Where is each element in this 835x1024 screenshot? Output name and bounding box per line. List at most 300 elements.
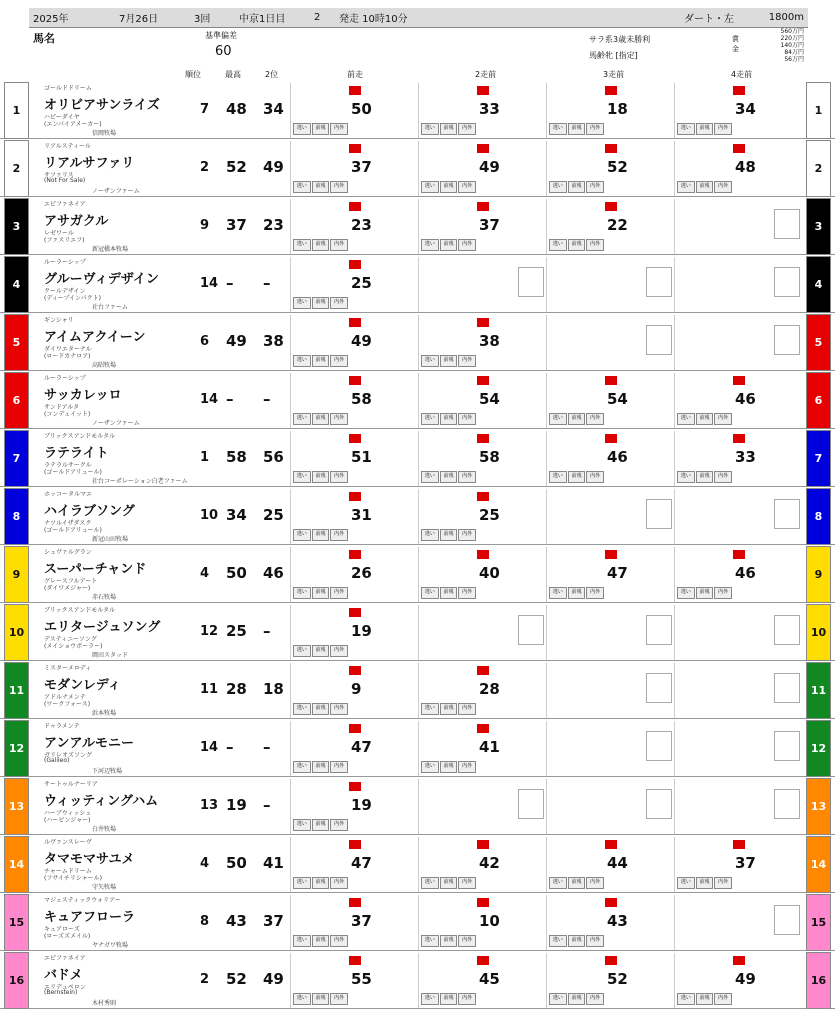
post-number-left: 11 — [4, 662, 29, 719]
sire: ルーラーシップ — [44, 375, 86, 382]
position-badge — [477, 318, 489, 327]
pace-tags — [549, 181, 604, 193]
position-badge — [733, 956, 745, 965]
pace-tag: 逃い — [549, 993, 567, 1005]
horse-name[interactable]: グルーヴィデザイン — [44, 272, 159, 287]
pace-tag: 逃い — [677, 993, 695, 1005]
prev-run-2[interactable] — [418, 141, 546, 196]
run-score: 47 — [351, 738, 372, 756]
horse-name[interactable]: サッカレッロ — [44, 388, 122, 403]
pace-tag: 内外 — [714, 587, 732, 599]
empty-run-grid — [646, 615, 672, 645]
horse-name[interactable]: エリタージュソング — [44, 620, 161, 635]
pace-tags — [677, 413, 732, 425]
post-number-right: 1 — [806, 82, 831, 139]
pace-tag: 逃い — [549, 587, 567, 599]
pace-tags — [293, 993, 348, 1005]
run-score: 40 — [479, 564, 500, 582]
col-prev2: 2走前 — [475, 70, 497, 79]
second-score: – — [263, 738, 271, 756]
prev-run-1[interactable] — [290, 605, 418, 660]
base-value: 60 — [215, 44, 232, 59]
horse-name[interactable]: ウィッティングハム — [44, 794, 159, 809]
breeder: 下河辺牧場 — [92, 768, 123, 775]
second-score: – — [263, 622, 271, 640]
pace-tags — [549, 239, 604, 251]
horse-row[interactable] — [0, 430, 835, 487]
post-number-left: 13 — [4, 778, 29, 835]
position-badge — [477, 434, 489, 443]
horse-name[interactable]: アサガクル — [44, 214, 109, 229]
run-score: 50 — [351, 100, 372, 118]
rank: 8 — [200, 914, 210, 929]
pace-tag: 逃い — [549, 181, 567, 193]
rank: 2 — [200, 972, 210, 987]
post-number-left: 9 — [4, 546, 29, 603]
pace-tag: 前残 — [440, 877, 458, 889]
prev-run-4[interactable] — [674, 373, 802, 428]
horse-row[interactable] — [0, 140, 835, 197]
prev-run-1[interactable] — [290, 199, 418, 254]
post-number-left: 10 — [4, 604, 29, 661]
position-badge — [349, 608, 361, 617]
best-score: 25 — [226, 622, 247, 640]
best-score: 43 — [226, 912, 247, 930]
second-score: 23 — [263, 216, 284, 234]
pace-tag: 前残 — [312, 297, 330, 309]
position-badge — [349, 724, 361, 733]
second-score: – — [263, 274, 271, 292]
horse-row[interactable] — [0, 372, 835, 429]
pace-tag: 前残 — [312, 529, 330, 541]
horse-row[interactable] — [0, 720, 835, 777]
post-number-right: 7 — [806, 430, 831, 487]
horse-row[interactable] — [0, 662, 835, 719]
empty-run-grid — [774, 325, 800, 355]
pace-tag: 前残 — [568, 123, 586, 135]
position-badge — [605, 376, 617, 385]
run-score: 46 — [607, 448, 628, 466]
pace-tags — [293, 529, 348, 541]
broodmare-sire: (ハービンジャー) — [44, 817, 91, 824]
rank: 4 — [200, 566, 210, 581]
best-score: 49 — [226, 332, 247, 350]
horse-row[interactable] — [0, 778, 835, 835]
run-score: 45 — [479, 970, 500, 988]
position-badge — [733, 840, 745, 849]
pace-tag: 前残 — [696, 877, 714, 889]
position-badge — [605, 956, 617, 965]
position-badge — [349, 550, 361, 559]
prev-run-3[interactable] — [546, 141, 674, 196]
horse-row[interactable] — [0, 546, 835, 603]
prev-run-4[interactable] — [674, 953, 802, 1008]
prev-run-1[interactable] — [290, 489, 418, 544]
sire: ルーラーシップ — [44, 259, 86, 266]
prev-run-3[interactable] — [546, 663, 674, 718]
run-score: 38 — [479, 332, 500, 350]
pace-tags — [293, 877, 348, 889]
horse-row[interactable] — [0, 836, 835, 893]
prev-run-4[interactable] — [674, 83, 802, 138]
prev-run-2[interactable] — [418, 895, 546, 950]
pace-tags — [421, 761, 476, 773]
prev-run-4[interactable] — [674, 605, 802, 660]
breeder: ヤナガワ牧場 — [92, 942, 128, 949]
pace-tag: 内外 — [714, 123, 732, 135]
prev-run-3[interactable] — [546, 199, 674, 254]
prev-run-4[interactable] — [674, 779, 802, 834]
prev-run-4[interactable] — [674, 431, 802, 486]
pace-tags — [421, 529, 476, 541]
prev-run-3[interactable] — [546, 779, 674, 834]
pace-tag: 前残 — [312, 355, 330, 367]
prev-run-1[interactable] — [290, 257, 418, 312]
horse-name[interactable]: タマモマサユメ — [44, 852, 135, 867]
col-prev3: 3走前 — [603, 70, 625, 79]
pace-tag: 前残 — [568, 993, 586, 1005]
prev-run-1[interactable] — [290, 141, 418, 196]
pace-tags — [677, 471, 732, 483]
position-badge — [477, 550, 489, 559]
pace-tag: 逃い — [549, 935, 567, 947]
broodmare-sire: (ゴールドアリュール) — [44, 527, 102, 534]
post-number-right: 6 — [806, 372, 831, 429]
second-score: 56 — [263, 448, 284, 466]
position-badge — [477, 724, 489, 733]
prev-run-1[interactable] — [290, 779, 418, 834]
breeder: ノーザンファーム — [92, 188, 140, 195]
position-badge — [349, 202, 361, 211]
pace-tag: 逃い — [293, 239, 311, 251]
post-number-right: 10 — [806, 604, 831, 661]
horse-name[interactable]: アイムアクイーン — [44, 330, 146, 345]
prev-run-1[interactable] — [290, 895, 418, 950]
prev-run-4[interactable] — [674, 141, 802, 196]
prev-run-4[interactable] — [674, 895, 802, 950]
pace-tag: 内外 — [586, 935, 604, 947]
distance: 1800m — [768, 12, 804, 23]
prev-run-3[interactable] — [546, 257, 674, 312]
column-header — [29, 66, 808, 82]
pace-tag: 逃い — [549, 877, 567, 889]
post-number-left: 2 — [4, 140, 29, 197]
pace-tag: 前残 — [312, 993, 330, 1005]
run-score: 47 — [351, 854, 372, 872]
sub-header — [29, 28, 808, 66]
prev-run-3[interactable] — [546, 721, 674, 776]
prev-run-2[interactable] — [418, 605, 546, 660]
prev-run-4[interactable] — [674, 547, 802, 602]
prev-run-1[interactable] — [290, 837, 418, 892]
pace-tag: 内外 — [330, 181, 348, 193]
run-score: 23 — [351, 216, 372, 234]
pace-tag: 前残 — [440, 993, 458, 1005]
pace-tags — [421, 181, 476, 193]
pace-tag: 前残 — [312, 761, 330, 773]
horse-name[interactable]: バドメ — [44, 968, 83, 983]
rank: 10 — [200, 508, 219, 523]
dam: サファリス — [44, 172, 74, 179]
prev-run-2[interactable] — [418, 721, 546, 776]
position-badge — [349, 492, 361, 501]
prev-run-2[interactable] — [418, 315, 546, 370]
position-badge — [349, 86, 361, 95]
prev-run-2[interactable] — [418, 837, 546, 892]
pace-tags — [549, 471, 604, 483]
pace-tags — [293, 471, 348, 483]
pace-tag: 前残 — [440, 355, 458, 367]
run-score: 37 — [479, 216, 500, 234]
run-score: 46 — [735, 390, 756, 408]
run-score: 41 — [479, 738, 500, 756]
run-score: 42 — [479, 854, 500, 872]
pace-tag: 逃い — [293, 993, 311, 1005]
prev-run-3[interactable] — [546, 315, 674, 370]
position-badge — [349, 840, 361, 849]
pace-tags — [677, 877, 732, 889]
prev-run-2[interactable] — [418, 779, 546, 834]
pace-tag: 内外 — [714, 413, 732, 425]
prev-run-3[interactable] — [546, 373, 674, 428]
pace-tag: 内外 — [458, 181, 476, 193]
breeder: 白井牧場 — [92, 826, 117, 833]
rank: 14 — [200, 740, 219, 755]
pace-tag: 前残 — [696, 181, 714, 193]
pace-tag: 前残 — [696, 413, 714, 425]
run-score: 58 — [351, 390, 372, 408]
run-score: 52 — [607, 158, 628, 176]
empty-run-grid — [774, 731, 800, 761]
horse-row[interactable] — [0, 488, 835, 545]
prev-run-3[interactable] — [546, 547, 674, 602]
position-badge — [349, 898, 361, 907]
horse-name[interactable]: キュアフローラ — [44, 910, 136, 925]
prev-run-2[interactable] — [418, 199, 546, 254]
prev-run-1[interactable] — [290, 663, 418, 718]
prev-run-1[interactable] — [290, 953, 418, 1008]
run-score: 51 — [351, 448, 372, 466]
best-score: – — [226, 274, 234, 292]
pace-tag: 逃い — [677, 587, 695, 599]
best-score: 52 — [226, 970, 247, 988]
pace-tag: 内外 — [586, 471, 604, 483]
run-score: 25 — [479, 506, 500, 524]
pace-tag: 逃い — [293, 123, 311, 135]
pace-tag: 前残 — [696, 471, 714, 483]
broodmare-sire: (ワークフォース) — [44, 701, 91, 708]
prev-run-3[interactable] — [546, 431, 674, 486]
prev-run-2[interactable] — [418, 83, 546, 138]
horse-row[interactable] — [0, 952, 835, 1009]
run-score: 31 — [351, 506, 372, 524]
horse-name[interactable]: アンアルモニー — [44, 736, 134, 751]
dam: ナツルイザダスク — [44, 520, 92, 527]
broodmare-sire: (ダイワメジャー) — [44, 585, 91, 592]
horse-name[interactable]: ハイラブソング — [44, 504, 135, 519]
pace-tag: 前残 — [440, 181, 458, 193]
empty-run-grid — [646, 731, 672, 761]
second-score: 41 — [263, 854, 284, 872]
position-badge — [605, 434, 617, 443]
run-score: 46 — [735, 564, 756, 582]
horse-name[interactable]: スーパーチャンド — [44, 562, 147, 577]
horse-row[interactable] — [0, 894, 835, 951]
sire: マジェスティックウォリアー — [44, 897, 121, 904]
post-number-left: 16 — [4, 952, 29, 1009]
empty-run-grid — [518, 789, 544, 819]
prev-run-2[interactable] — [418, 431, 546, 486]
best-score: 52 — [226, 158, 247, 176]
pace-tag: 逃い — [549, 471, 567, 483]
post-number-left: 1 — [4, 82, 29, 139]
sire: ギンシャリ — [44, 317, 74, 324]
pace-tag: 前残 — [440, 123, 458, 135]
post-number-left: 12 — [4, 720, 29, 777]
prev-run-2[interactable] — [418, 953, 546, 1008]
post-number-left: 6 — [4, 372, 29, 429]
empty-run-grid — [774, 615, 800, 645]
run-score: 22 — [607, 216, 628, 234]
pace-tag: 内外 — [330, 587, 348, 599]
col-best: 最高 — [225, 70, 241, 79]
prev-run-4[interactable] — [674, 721, 802, 776]
pace-tag: 逃い — [549, 239, 567, 251]
broodmare-sire: (ローズズメイル) — [44, 933, 91, 940]
base-label: 基準偏差 — [205, 31, 237, 40]
name-col-label: 馬名 — [33, 32, 55, 45]
col-prev1: 前走 — [347, 70, 363, 79]
prev-run-3[interactable] — [546, 83, 674, 138]
pace-tag: 前残 — [696, 587, 714, 599]
best-score: 50 — [226, 564, 247, 582]
post-number-right: 14 — [806, 836, 831, 893]
position-badge — [733, 86, 745, 95]
post-number-right: 4 — [806, 256, 831, 313]
pace-tag: 内外 — [586, 181, 604, 193]
prev-run-3[interactable] — [546, 837, 674, 892]
dam: サンドアルタ — [44, 404, 80, 411]
empty-run-grid — [774, 209, 800, 239]
empty-run-grid — [774, 499, 800, 529]
empty-run-grid — [646, 267, 672, 297]
breeder: 浜本牧場 — [92, 710, 117, 717]
post-number-right: 8 — [806, 488, 831, 545]
pace-tag: 逃い — [421, 935, 439, 947]
prev-run-4[interactable] — [674, 315, 802, 370]
horse-name[interactable]: オリビアサンライズ — [44, 98, 160, 113]
prev-run-1[interactable] — [290, 547, 418, 602]
dam: ハピーダイヤ — [44, 114, 80, 121]
position-badge — [477, 956, 489, 965]
prev-run-1[interactable] — [290, 83, 418, 138]
horse-name[interactable]: リアルサファリ — [44, 156, 135, 171]
prev-run-2[interactable] — [418, 373, 546, 428]
pace-tag: 前残 — [568, 935, 586, 947]
horse-name[interactable]: ラテライト — [44, 446, 109, 461]
pace-tag: 前残 — [312, 239, 330, 251]
dam: グレースフルアート — [44, 578, 98, 585]
pace-tag: 内外 — [330, 123, 348, 135]
horse-row[interactable] — [0, 198, 835, 255]
position-badge — [605, 202, 617, 211]
pace-tag: 内外 — [586, 993, 604, 1005]
prev-run-3[interactable] — [546, 895, 674, 950]
prev-run-4[interactable] — [674, 489, 802, 544]
run-score: 25 — [351, 274, 372, 292]
pace-tag: 内外 — [330, 993, 348, 1005]
date: 7月26日 — [119, 14, 159, 25]
prev-run-2[interactable] — [418, 489, 546, 544]
prev-run-2[interactable] — [418, 663, 546, 718]
prev-run-3[interactable] — [546, 489, 674, 544]
pace-tag: 前残 — [312, 471, 330, 483]
prize-1: 560万円 — [780, 28, 804, 35]
prev-run-1[interactable] — [290, 373, 418, 428]
prev-run-4[interactable] — [674, 663, 802, 718]
prev-run-1[interactable] — [290, 315, 418, 370]
pace-tag: 前残 — [440, 761, 458, 773]
rank: 1 — [200, 450, 210, 465]
breeder: ノーザンファーム — [92, 420, 140, 427]
pace-tags — [421, 355, 476, 367]
prev-run-4[interactable] — [674, 837, 802, 892]
horse-row[interactable] — [0, 604, 835, 661]
horse-row[interactable] — [0, 314, 835, 371]
pace-tags — [293, 587, 348, 599]
position-badge — [477, 202, 489, 211]
empty-run-grid — [774, 789, 800, 819]
pace-tag: 内外 — [330, 297, 348, 309]
prev-run-3[interactable] — [546, 605, 674, 660]
pace-tags — [293, 935, 348, 947]
prev-run-3[interactable] — [546, 953, 674, 1008]
post-number-right: 5 — [806, 314, 831, 371]
horse-name[interactable]: モダンレディ — [44, 678, 121, 693]
pace-tag: 逃い — [293, 297, 311, 309]
rank: 13 — [200, 798, 219, 813]
position-badge — [477, 376, 489, 385]
prev-run-4[interactable] — [674, 257, 802, 312]
sire: リアルスティール — [44, 143, 91, 150]
horse-row[interactable] — [0, 82, 835, 139]
prev-run-2[interactable] — [418, 547, 546, 602]
run-score: 43 — [607, 912, 628, 930]
pace-tags — [421, 993, 476, 1005]
prev-run-2[interactable] — [418, 257, 546, 312]
second-score: 25 — [263, 506, 284, 524]
pace-tag: 内外 — [458, 529, 476, 541]
position-badge — [349, 666, 361, 675]
pace-tags — [549, 935, 604, 947]
pace-tag: 前残 — [312, 413, 330, 425]
prev-run-4[interactable] — [674, 199, 802, 254]
post-number-left: 4 — [4, 256, 29, 313]
horse-row[interactable] — [0, 256, 835, 313]
dam: キュアローズ — [44, 926, 80, 933]
pace-tag: 内外 — [330, 529, 348, 541]
empty-run-grid — [646, 499, 672, 529]
post-number-left: 3 — [4, 198, 29, 255]
pace-tag: 逃い — [421, 703, 439, 715]
pace-tag: 内外 — [458, 877, 476, 889]
prev-run-1[interactable] — [290, 721, 418, 776]
pace-tag: 内外 — [458, 413, 476, 425]
pace-tag: 逃い — [421, 877, 439, 889]
pace-tag: 内外 — [458, 355, 476, 367]
prev-run-1[interactable] — [290, 431, 418, 486]
second-score: 49 — [263, 970, 284, 988]
